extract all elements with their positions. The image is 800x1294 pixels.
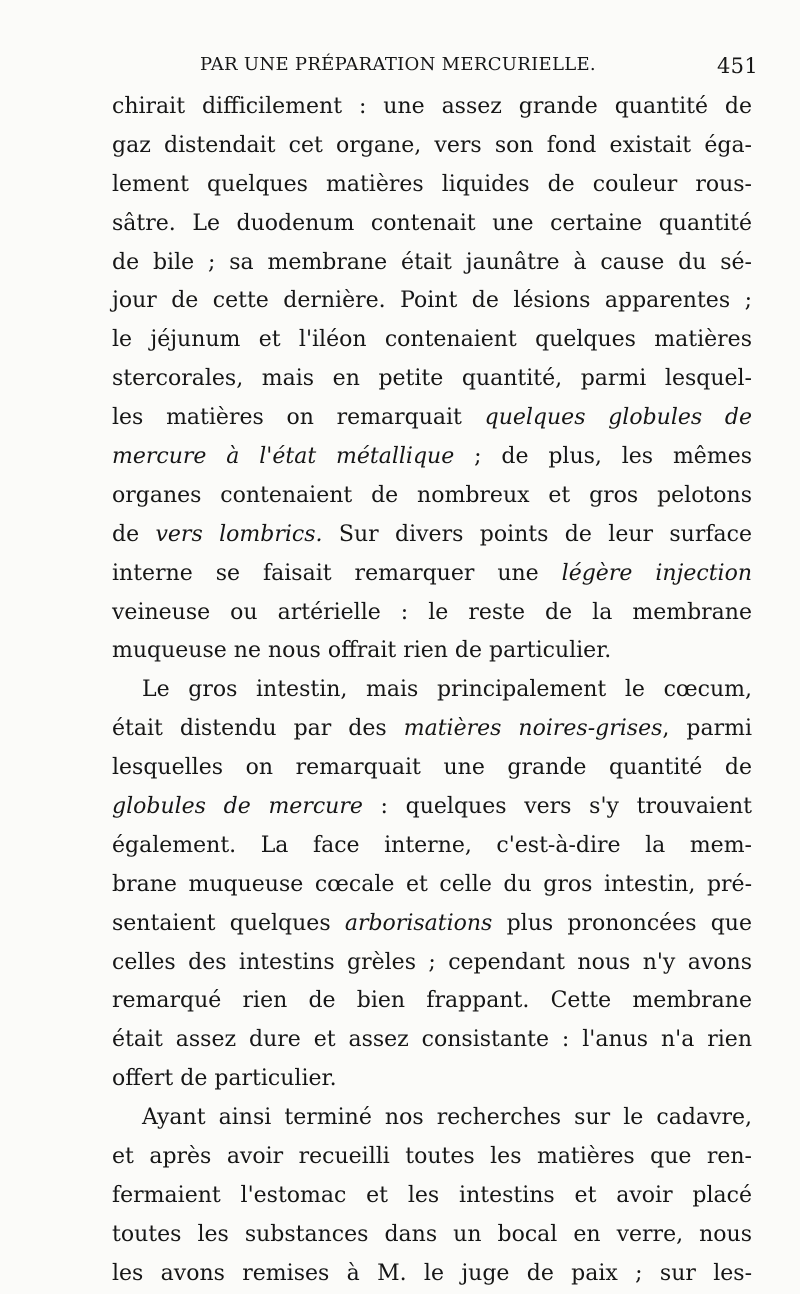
text-line [112,1021,752,1060]
text-run: lement quelques matières liquides de couleur rous- [112,171,752,197]
text-line [112,321,752,360]
text-run: fermaient l'estomac et les intestins et avoir placé [112,1182,752,1208]
text-line [112,866,752,905]
text-run: brane muqueuse cœcale et celle du gros intestin, pré- [112,871,752,897]
text-line [112,632,752,671]
running-title: PAR UNE PRÉPARATION MERCURIELLE. [200,54,596,75]
text-line [112,710,752,749]
text-run: également. La face interne, c'est-à-dire la mem- [112,832,752,858]
italic-run: arborisations [344,910,493,936]
italic-run: vers lombrics. [155,521,323,547]
text-line [112,749,752,788]
text-line [112,788,752,827]
text-run: , parmi [662,716,753,742]
body-text [112,88,752,1294]
text-run: était assez dure et assez consistante : l'anus n'a rien [112,1027,752,1053]
italic-run: quelques globules de [484,405,752,431]
text-run: gaz distendait cet organe, vers son fond existait éga- [112,132,752,158]
text-line [112,166,752,205]
running-head [200,50,760,80]
text-line [112,671,752,710]
text-run: jour de cette dernière. Point de lésions apparentes ; [112,288,752,314]
page-number: 451 [717,54,758,78]
text-run: Ayant ainsi terminé nos recherches sur le cadavre, [142,1105,752,1131]
text-run: interne se faisait remarquer une [112,560,562,586]
text-run: sentaient quelques [112,910,345,936]
text-line [112,1255,752,1294]
text-line [112,244,752,283]
text-run: : quelques vers s'y trouvaient [362,794,752,820]
text-run: les matières on remarquait [112,405,485,431]
text-run: muqueuse ne nous offrait rien de particulier. [112,638,612,664]
text-line [112,555,752,594]
text-line [112,982,752,1021]
text-line [112,360,752,399]
italic-run: mercure à l'état métallique [112,444,455,470]
text-run: de [112,521,156,547]
text-run: le jéjunum et l'iléon contenaient quelques matières [112,327,752,353]
text-run: sâtre. Le duodenum contenait une certaine quantité [112,210,752,236]
text-run: veineuse ou artérielle : le reste de la membrane [112,599,752,625]
italic-run: matières noires-grises [403,716,663,742]
text-run: et après avoir recueilli toutes les matières que ren- [112,1144,752,1170]
text-line [112,1060,752,1099]
italic-run: globules de mercure [112,794,363,820]
text-run: de bile ; sa membrane était jaunâtre à cause du sé- [112,249,752,275]
text-line [112,88,752,127]
text-line [112,594,752,633]
text-run: toutes les substances dans un bocal en verre, nous [112,1221,752,1247]
text-run: stercorales, mais en petite quantité, parmi lesquel- [112,366,752,392]
text-line [112,905,752,944]
text-run: offert de particulier. [112,1066,337,1092]
text-line [112,1177,752,1216]
text-run: organes contenaient de nombreux et gros pelotons [112,482,752,508]
text-line [112,477,752,516]
text-run: était distendu par des [112,716,404,742]
text-run: Le gros intestin, mais principalement le cœcum, [142,677,752,703]
text-run: Sur divers points de leur surface [322,521,752,547]
text-line [112,1099,752,1138]
text-line [112,516,752,555]
text-line [112,944,752,983]
text-line [112,205,752,244]
text-line [112,438,752,477]
text-line [112,1216,752,1255]
text-run: les avons remises à M. le juge de paix ; sur les- [112,1260,752,1286]
text-line [112,399,752,438]
italic-run: légère injection [561,560,752,586]
text-run: celles des intestins grèles ; cependant nous n'y avons [112,949,752,975]
text-line [112,1138,752,1177]
text-line [112,282,752,321]
text-run: remarqué rien de bien frappant. Cette membrane [112,988,752,1014]
text-line [112,127,752,166]
text-line [112,827,752,866]
text-run: lesquelles on remarquait une grande quantité de [112,755,752,781]
text-run: plus prononcées que [492,910,752,936]
text-run: chirait difficilement : une assez grande quantité de [112,94,752,119]
text-run: ; de plus, les mêmes [454,444,752,470]
